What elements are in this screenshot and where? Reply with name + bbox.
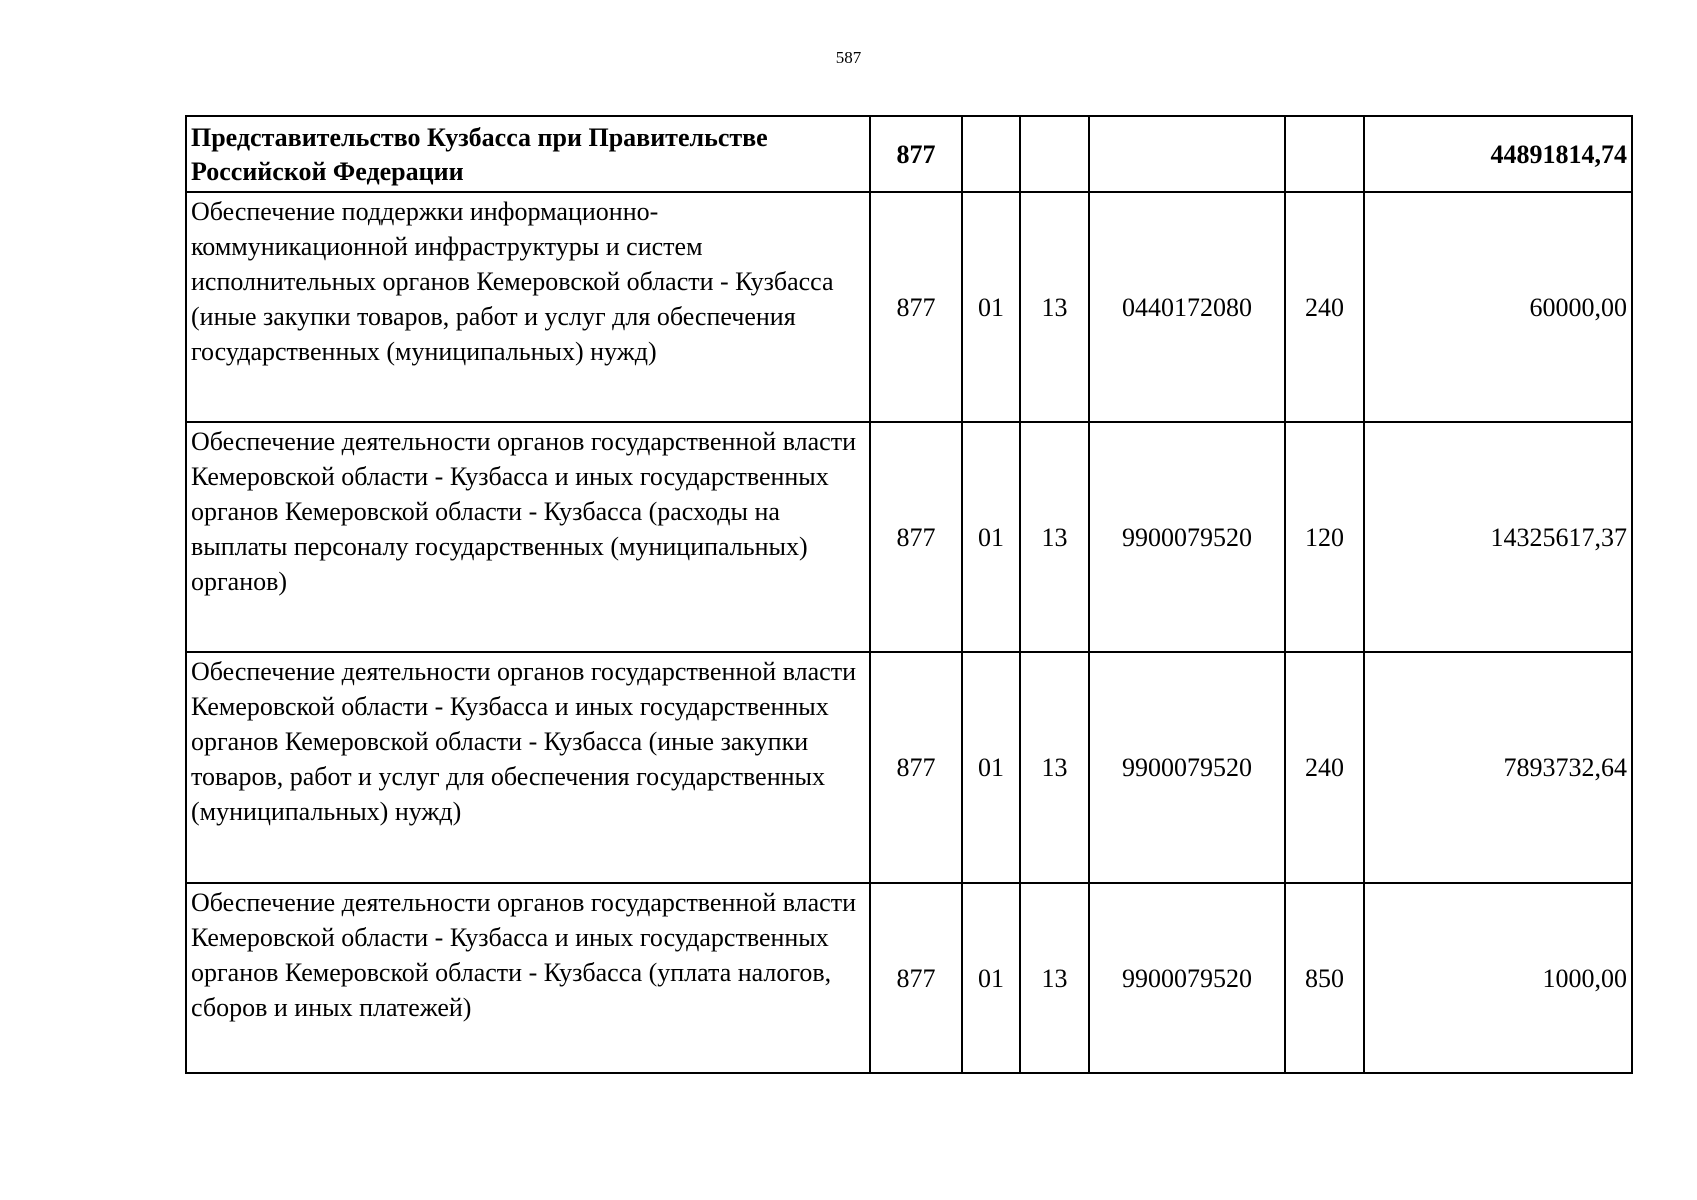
- table-row: [186, 652, 1632, 883]
- row-name-cell: Обеспечение поддержки информационно-коммуникационной инфраструктуры и систем исполнительных органов Кемеровской области - Кузбасса (иные закупки товаров, работ и услуг для обеспечения государственных (муниципальных) нужд): [186, 192, 870, 422]
- organization-name: Представительство Кузбасса при Правительстве Российской Федерации: [186, 116, 870, 192]
- table-row: [186, 192, 1632, 422]
- expense-type-cell: 120: [1285, 422, 1364, 652]
- table-row: [186, 883, 1632, 1073]
- subsection-cell: 13: [1020, 652, 1089, 883]
- subsection-cell: 13: [1020, 192, 1089, 422]
- target-article-cell: 9900079520: [1089, 883, 1285, 1073]
- expense-type-cell: 850: [1285, 883, 1364, 1073]
- code-cell: 877: [870, 192, 962, 422]
- total-amount-cell: 44891814,74: [1364, 116, 1632, 192]
- subsection-cell: 13: [1020, 883, 1089, 1073]
- amount-cell: 7893732,64: [1364, 652, 1632, 883]
- expense-type-cell: 240: [1285, 192, 1364, 422]
- row-name-cell: Обеспечение деятельности органов государственной власти Кемеровской области - Кузбасса и иных государственных органов Кемеровской области - Кузбасса (иные закупки товаров, работ и услуг для обеспечения государственных (муниципальных) нужд): [186, 652, 870, 883]
- page-number: 587: [835, 48, 862, 67]
- target-article-cell: 9900079520: [1089, 422, 1285, 652]
- amount-cell: 1000,00: [1364, 883, 1632, 1073]
- section-cell: 01: [962, 883, 1020, 1073]
- amount-cell: 14325617,37: [1364, 422, 1632, 652]
- target-article-cell: 0440172080: [1089, 192, 1285, 422]
- amount-cell: 60000,00: [1364, 192, 1632, 422]
- section-cell: [962, 116, 1020, 192]
- row-name-cell: Обеспечение деятельности органов государственной власти Кемеровской области - Кузбасса и иных государственных органов Кемеровской области - Кузбасса (расходы на выплаты персоналу государственных (муниципальных) органов): [186, 422, 870, 652]
- code-cell: 877: [870, 116, 962, 192]
- subsection-cell: 13: [1020, 422, 1089, 652]
- target-article-cell: 9900079520: [1089, 652, 1285, 883]
- section-cell: 01: [962, 192, 1020, 422]
- table-header-row: [186, 116, 1632, 192]
- section-cell: 01: [962, 422, 1020, 652]
- subsection-cell: [1020, 116, 1089, 192]
- code-cell: 877: [870, 883, 962, 1073]
- expense-type-cell: 240: [1285, 652, 1364, 883]
- row-name-cell: Обеспечение деятельности органов государственной власти Кемеровской области - Кузбасса и иных государственных органов Кемеровской области - Кузбасса (уплата налогов, сборов и иных платежей): [186, 883, 870, 1073]
- target-article-cell: [1089, 116, 1285, 192]
- table-row: [186, 422, 1632, 652]
- section-cell: 01: [962, 652, 1020, 883]
- expense-type-cell: [1285, 116, 1364, 192]
- code-cell: 877: [870, 652, 962, 883]
- code-cell: 877: [870, 422, 962, 652]
- budget-table: [185, 115, 1633, 1074]
